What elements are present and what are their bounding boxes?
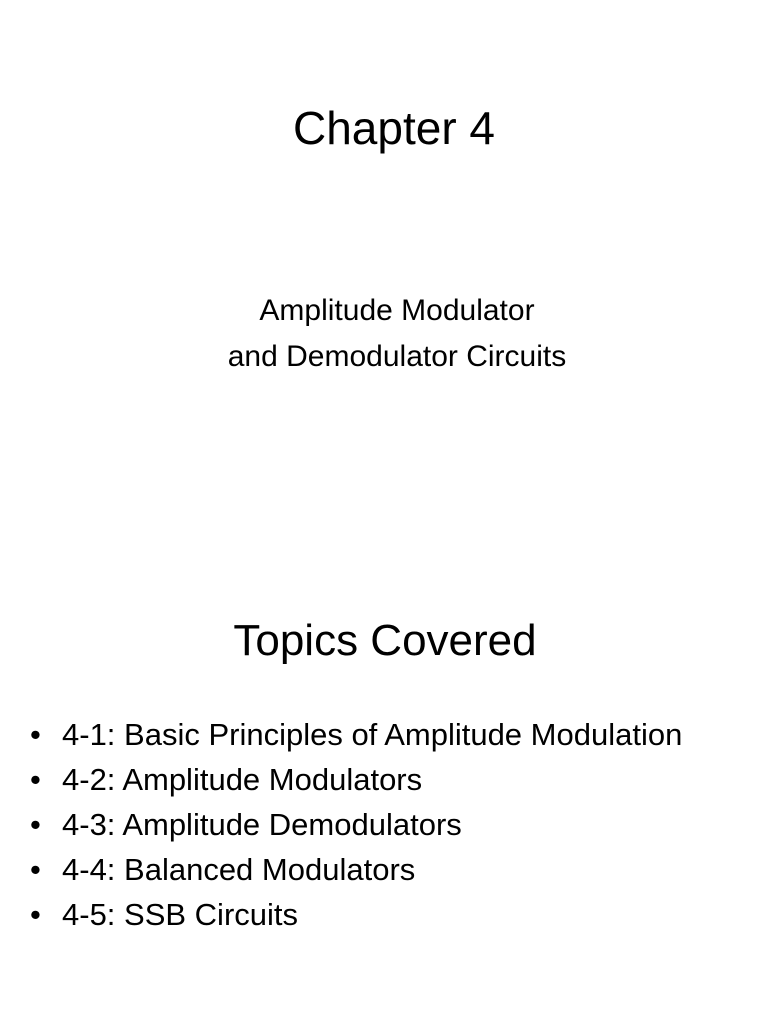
topic-item [30,896,730,934]
topic-item [30,806,730,844]
subtitle-line-1: Amplitude Modulator [259,294,535,327]
topic-list [30,716,730,941]
subtitle-line-2: and Demodulator Circuits [227,340,567,373]
topic-text: 4-5: SSB Circuits [62,897,299,932]
chapter-subtitle [0,288,768,380]
slide-topics-covered [0,512,768,1024]
topic-item [30,716,730,754]
bullet-icon: • [30,717,41,752]
chapter-title: Chapter 4 [292,102,495,154]
topic-text: 4-4: Balanced Modulators [62,852,416,887]
bullet-icon: • [30,897,41,932]
topic-text: 4-3: Amplitude Demodulators [62,807,462,842]
topics-title: Topics Covered [233,616,537,665]
bullet-icon: • [30,807,41,842]
topic-text: 4-1: Basic Principles of Amplitude Modulation [62,717,683,752]
bullet-icon: • [30,852,41,887]
bullet-icon: • [30,762,41,797]
topic-item [30,851,730,889]
topic-text: 4-2: Amplitude Modulators [62,762,423,797]
topic-item [30,761,730,799]
